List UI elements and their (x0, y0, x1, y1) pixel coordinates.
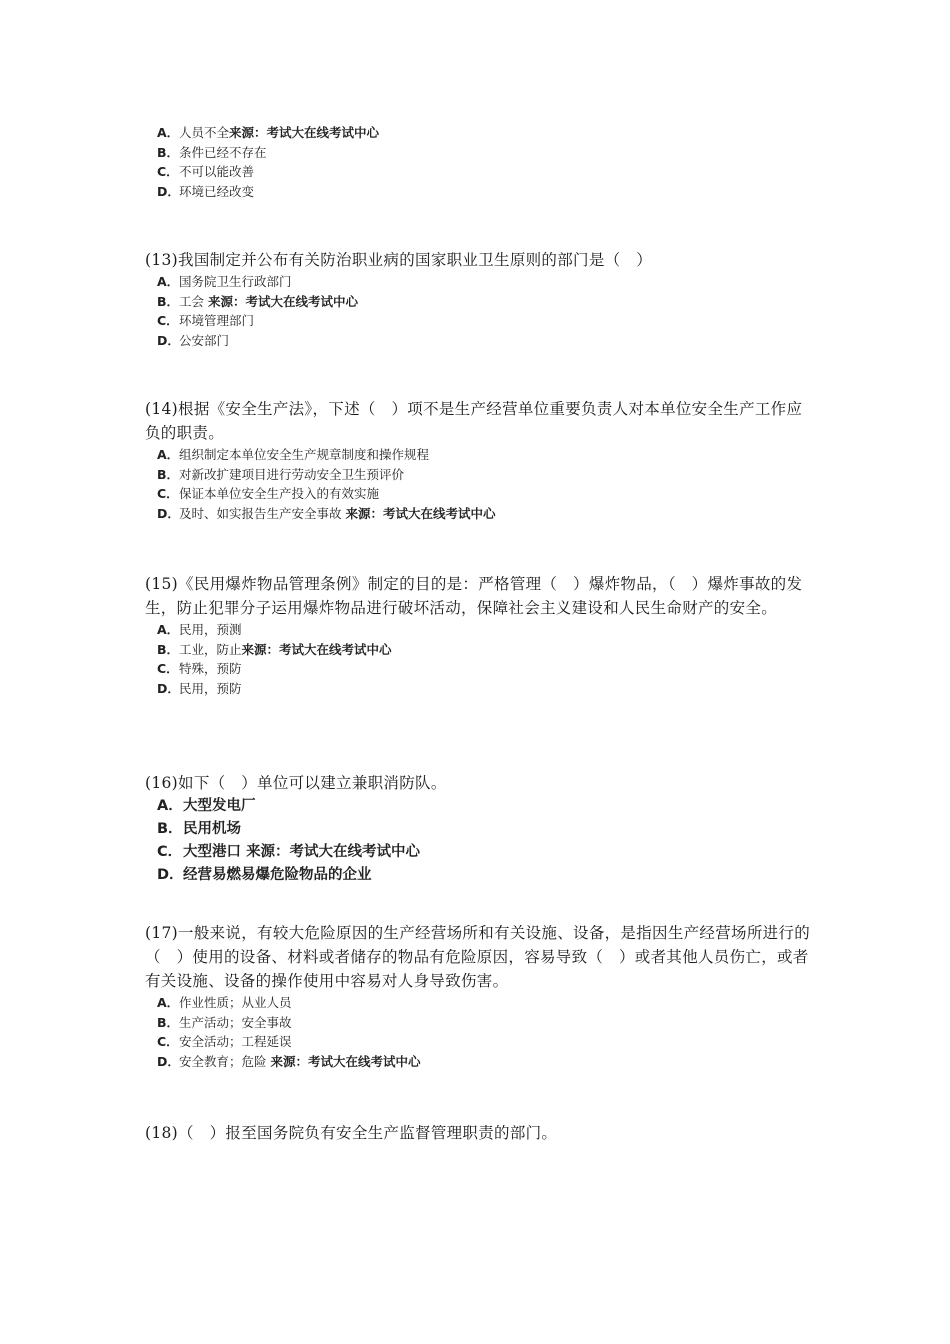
option-letter: D． (157, 680, 180, 696)
question-17-options (145, 993, 815, 1071)
option-text: 国务院卫生行政部门 (179, 274, 292, 289)
option-b (157, 640, 815, 660)
question-12-options (145, 123, 815, 201)
option-text: 安全教育；危险 (179, 1053, 271, 1069)
question-text: (13)我国制定并公布有关防治职业病的国家职业卫生原则的部门是（ ） (145, 251, 653, 269)
option-text: 民用机场 (183, 821, 241, 837)
option-a (157, 993, 815, 1013)
source-watermark: 来源：考试大在线考试中心 (241, 641, 392, 657)
question-15 (145, 572, 815, 698)
question-text: (15)《民用爆炸物品管理条例》制定的目的是：严格管理（ ）爆炸物品，（ ）爆炸事故的发生，防止犯罪分子运用爆炸物品进行破坏活动，保障社会主义建设和人民生命财产的安全。 (145, 575, 803, 617)
option-letter: A． (157, 798, 183, 814)
option-d (157, 1052, 815, 1072)
option-a (157, 123, 815, 143)
option-b (157, 1013, 815, 1033)
option-c (157, 484, 815, 504)
option-letter: A． (157, 274, 180, 289)
option-text: 作业性质；从业人员 (179, 995, 292, 1010)
option-b (157, 818, 815, 841)
option-text: 不可以能改善 (179, 164, 255, 179)
question-17 (145, 921, 815, 1071)
option-letter: B． (157, 641, 180, 657)
source-watermark: 来源：考试大在线考试中心 (270, 1053, 421, 1069)
option-text: 保证本单位安全生产投入的有效实施 (179, 486, 380, 501)
option-letter: C． (157, 661, 179, 676)
option-a (157, 620, 815, 640)
option-a (157, 795, 815, 818)
question-text: (18)（ ）报至国务院负有安全生产监督管理职责的部门。 (145, 1124, 558, 1142)
option-letter: C． (157, 844, 183, 860)
option-letter: D． (157, 505, 180, 521)
option-letter: C． (157, 1034, 179, 1049)
option-text: 条件已经不存在 (179, 144, 267, 160)
option-text: 人员不全 (179, 125, 230, 140)
question-14-options (145, 445, 815, 523)
option-letter: D． (157, 1053, 180, 1069)
option-c (157, 311, 815, 331)
option-c (157, 659, 815, 679)
option-d (157, 679, 815, 699)
option-d (157, 864, 815, 887)
option-letter: C． (157, 486, 179, 501)
option-letter: C． (157, 313, 179, 328)
option-text: 大型发电厂 (183, 798, 256, 814)
option-text: 公安部门 (179, 332, 230, 348)
option-text: 工会 (179, 293, 208, 309)
option-letter: B． (157, 466, 180, 482)
option-text: 组织制定本单位安全生产规章制度和操作规程 (179, 447, 430, 462)
option-text: 环境已经改变 (179, 183, 255, 199)
option-letter: A． (157, 995, 180, 1010)
option-letter: B． (157, 293, 180, 309)
option-letter: D． (157, 183, 180, 199)
question-text: (17)一般来说，有较大危险原因的生产经营场所和有关设施、设备，是指因生产经营场所进行的（ ）使用的设备、材料或者储存的物品有危险原因，容易导致（ ）或者其他人员伤亡，或者有关设施、设备的操作使用中容易对人身导致伤害。 (145, 924, 811, 990)
question-12 (145, 123, 815, 201)
option-letter: B． (157, 1014, 180, 1030)
question-13-options (145, 272, 815, 350)
option-text: 特殊，预防 (179, 661, 242, 676)
question-15-options (145, 620, 815, 698)
option-text: 民用，预防 (179, 680, 242, 696)
option-text: 环境管理部门 (179, 313, 255, 328)
source-watermark: 来源：考试大在线考试中心 (246, 844, 421, 860)
source-watermark: 来源：考试大在线考试中心 (345, 505, 496, 521)
option-text: 工业，防止 (179, 641, 242, 657)
option-text: 经营易燃易爆危险物品的企业 (183, 867, 372, 883)
option-d (157, 331, 815, 351)
question-13 (145, 248, 815, 350)
option-text: 生产活动；安全事故 (179, 1014, 292, 1030)
option-text: 安全活动；工程延误 (179, 1034, 292, 1049)
option-c (157, 162, 815, 182)
option-letter: D． (157, 867, 184, 883)
option-text: 大型港口 (183, 844, 247, 860)
option-d (157, 504, 815, 524)
question-text: (16)如下（ ）单位可以建立兼职消防队。 (145, 774, 447, 792)
question-text: (14)根据《安全生产法》，下述（ ）项不是生产经营单位重要负责人对本单位安全生产工作应负的职责。 (145, 400, 803, 442)
option-letter: B． (157, 144, 180, 160)
option-c (157, 1032, 815, 1052)
option-letter: A． (157, 125, 180, 140)
question-16-options (145, 795, 815, 887)
option-d (157, 182, 815, 202)
option-letter: A． (157, 622, 180, 637)
option-letter: C． (157, 164, 179, 179)
option-b (157, 143, 815, 163)
option-b (157, 465, 815, 485)
option-c (157, 841, 815, 864)
option-text: 及时、如实报告生产安全事故 (179, 505, 346, 521)
option-a (157, 272, 815, 292)
question-18 (145, 1121, 815, 1145)
question-16 (145, 771, 815, 887)
option-a (157, 445, 815, 465)
option-letter: A． (157, 447, 180, 462)
option-letter: D． (157, 332, 180, 348)
option-letter: B． (157, 821, 183, 837)
option-text: 民用，预测 (179, 622, 242, 637)
option-b (157, 292, 815, 312)
source-watermark: 来源：考试大在线考试中心 (207, 293, 358, 309)
question-14 (145, 397, 815, 523)
source-watermark: 来源：考试大在线考试中心 (229, 125, 380, 140)
option-text: 对新改扩建项目进行劳动安全卫生预评价 (179, 466, 405, 482)
